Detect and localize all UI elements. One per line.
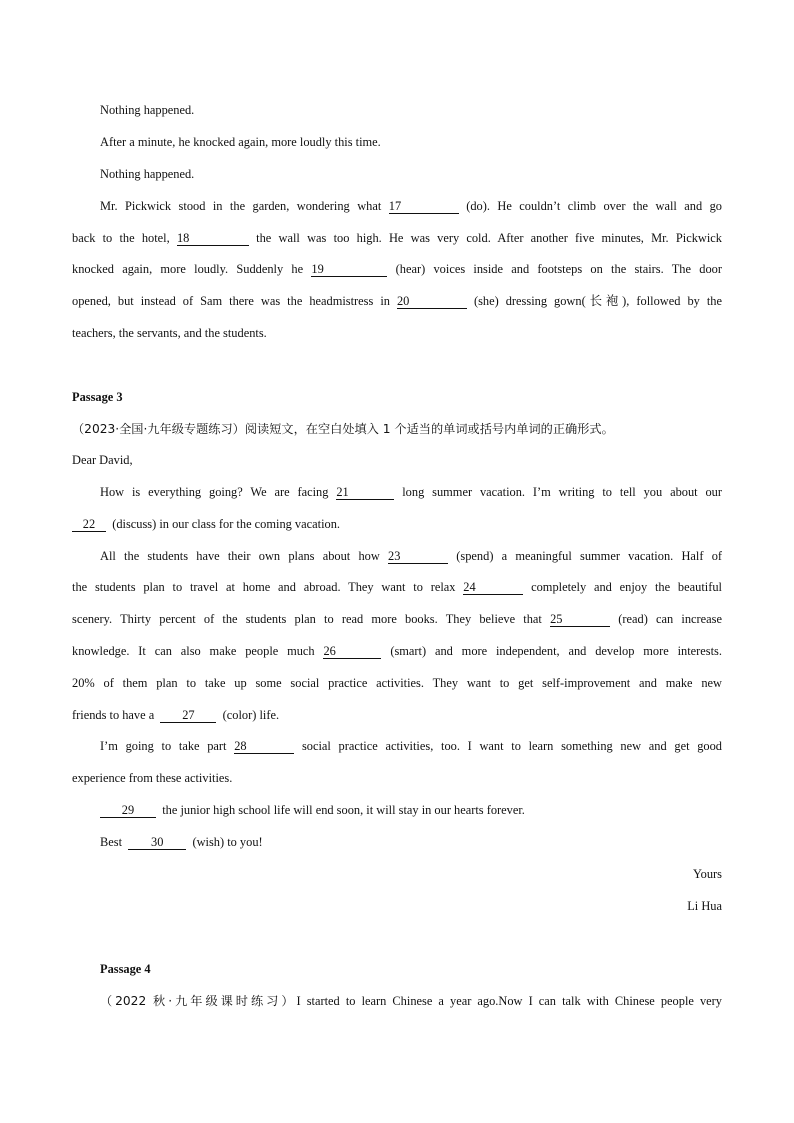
blank-18[interactable]: 18 [177, 231, 249, 246]
text: the students plan to travel at home and abroad. They want to relax [72, 580, 456, 594]
text: experience from these activities. [72, 771, 233, 785]
paragraph-line [72, 324, 722, 342]
blank-25[interactable]: 25 [550, 612, 610, 627]
paragraph-line [72, 260, 722, 278]
text: (smart) and more independent, and develop more interests. [390, 644, 722, 658]
text: friends to have a [72, 708, 155, 722]
text: (discuss) in our class for the coming vacation. [112, 517, 340, 531]
blank-21[interactable]: 21 [336, 485, 394, 500]
text: (spend) a meaningful summer vacation. Half of [456, 549, 723, 563]
paragraph-line [72, 515, 722, 533]
text: back to the hotel, [72, 231, 170, 245]
blank-20[interactable]: 20 [397, 294, 467, 309]
letter-greeting: Dear David, [72, 453, 133, 467]
text: (wish) to you! [192, 835, 263, 849]
paragraph-line [72, 769, 722, 787]
paragraph-line [72, 197, 722, 215]
text: the junior high school life will end soon, it will stay in our hearts forever. [162, 803, 525, 817]
text: the wall was too high. He was very cold. After another five minutes, Mr. Pickwick [256, 231, 722, 245]
letter-signature: Li Hua [687, 899, 722, 913]
blank-29[interactable]: 29 [100, 803, 156, 818]
text: (hear) voices inside and footsteps on the stairs. The door [395, 262, 722, 276]
paragraph-line [72, 801, 722, 819]
text: completely and enjoy the beautiful [531, 580, 722, 594]
text: social practice activities, too. I want to learn something new and get good [301, 739, 722, 753]
paragraph-line [72, 101, 722, 119]
paragraph-line [72, 737, 722, 755]
paragraph-line [72, 229, 722, 247]
letter-closing: Yours [692, 867, 722, 881]
passage-3-title: Passage 3 [72, 390, 123, 404]
paragraph-line [72, 483, 722, 501]
text: Best [100, 835, 123, 849]
passage-4-source: （2022 秋·九年级课时练习） [100, 994, 297, 1008]
blank-26[interactable]: 26 [323, 644, 381, 659]
paragraph-line [72, 992, 722, 1010]
text: Nothing happened. [100, 103, 195, 117]
paragraph-line [72, 674, 722, 692]
blank-28[interactable]: 28 [234, 739, 294, 754]
text: (read) can increase [618, 612, 722, 626]
text: (she) dressing gown(长袍), followed by the [473, 294, 722, 308]
blank-19[interactable]: 19 [311, 262, 387, 277]
text: 20% of them plan to take up some social practice activities. They want to get self-improvement and make new [72, 676, 722, 690]
paragraph-line [72, 547, 722, 565]
paragraph-line [72, 706, 722, 724]
blank-22[interactable]: 22 [72, 517, 106, 532]
text: (color) life. [222, 708, 280, 722]
text: All the students have their own plans about how [100, 549, 380, 563]
text: knowledge. It can also make people much [72, 644, 315, 658]
text: Mr. Pickwick stood in the garden, wondering what [100, 199, 382, 213]
text: After a minute, he knocked again, more loudly this time. [100, 135, 381, 149]
paragraph-line [72, 165, 722, 183]
text: (do). He couldn’t climb over the wall and go [466, 199, 722, 213]
paragraph-line [72, 133, 722, 151]
text: teachers, the servants, and the students. [72, 326, 267, 340]
passage-4-title: Passage 4 [100, 962, 151, 976]
blank-24[interactable]: 24 [463, 580, 523, 595]
paragraph-line [72, 642, 722, 660]
text: How is everything going? We are facing [100, 485, 329, 499]
blank-23[interactable]: 23 [388, 549, 448, 564]
text: long summer vacation. I’m writing to tell you about our [402, 485, 722, 499]
text: I’m going to take part [100, 739, 227, 753]
paragraph-line [72, 610, 722, 628]
paragraph-line [72, 578, 722, 596]
text: scenery. Thirty percent of the students plan to read more books. They believe that [72, 612, 542, 626]
text: Nothing happened. [100, 167, 195, 181]
blank-30[interactable]: 30 [128, 835, 186, 850]
paragraph-line [72, 292, 722, 310]
blank-27[interactable]: 27 [160, 708, 216, 723]
text: knocked again, more loudly. Suddenly he [72, 262, 304, 276]
blank-17[interactable]: 17 [389, 199, 459, 214]
passage-3-source: （2023·全国·九年级专题练习）阅读短文，在空白处填入 1 个适当的单词或括号内单词的正确形式。 [72, 422, 614, 436]
paragraph-line [72, 833, 722, 851]
text: I started to learn Chinese a year ago.Now I can talk with Chinese people very [296, 994, 722, 1008]
text: opened, but instead of Sam there was the headmistress in [72, 294, 390, 308]
